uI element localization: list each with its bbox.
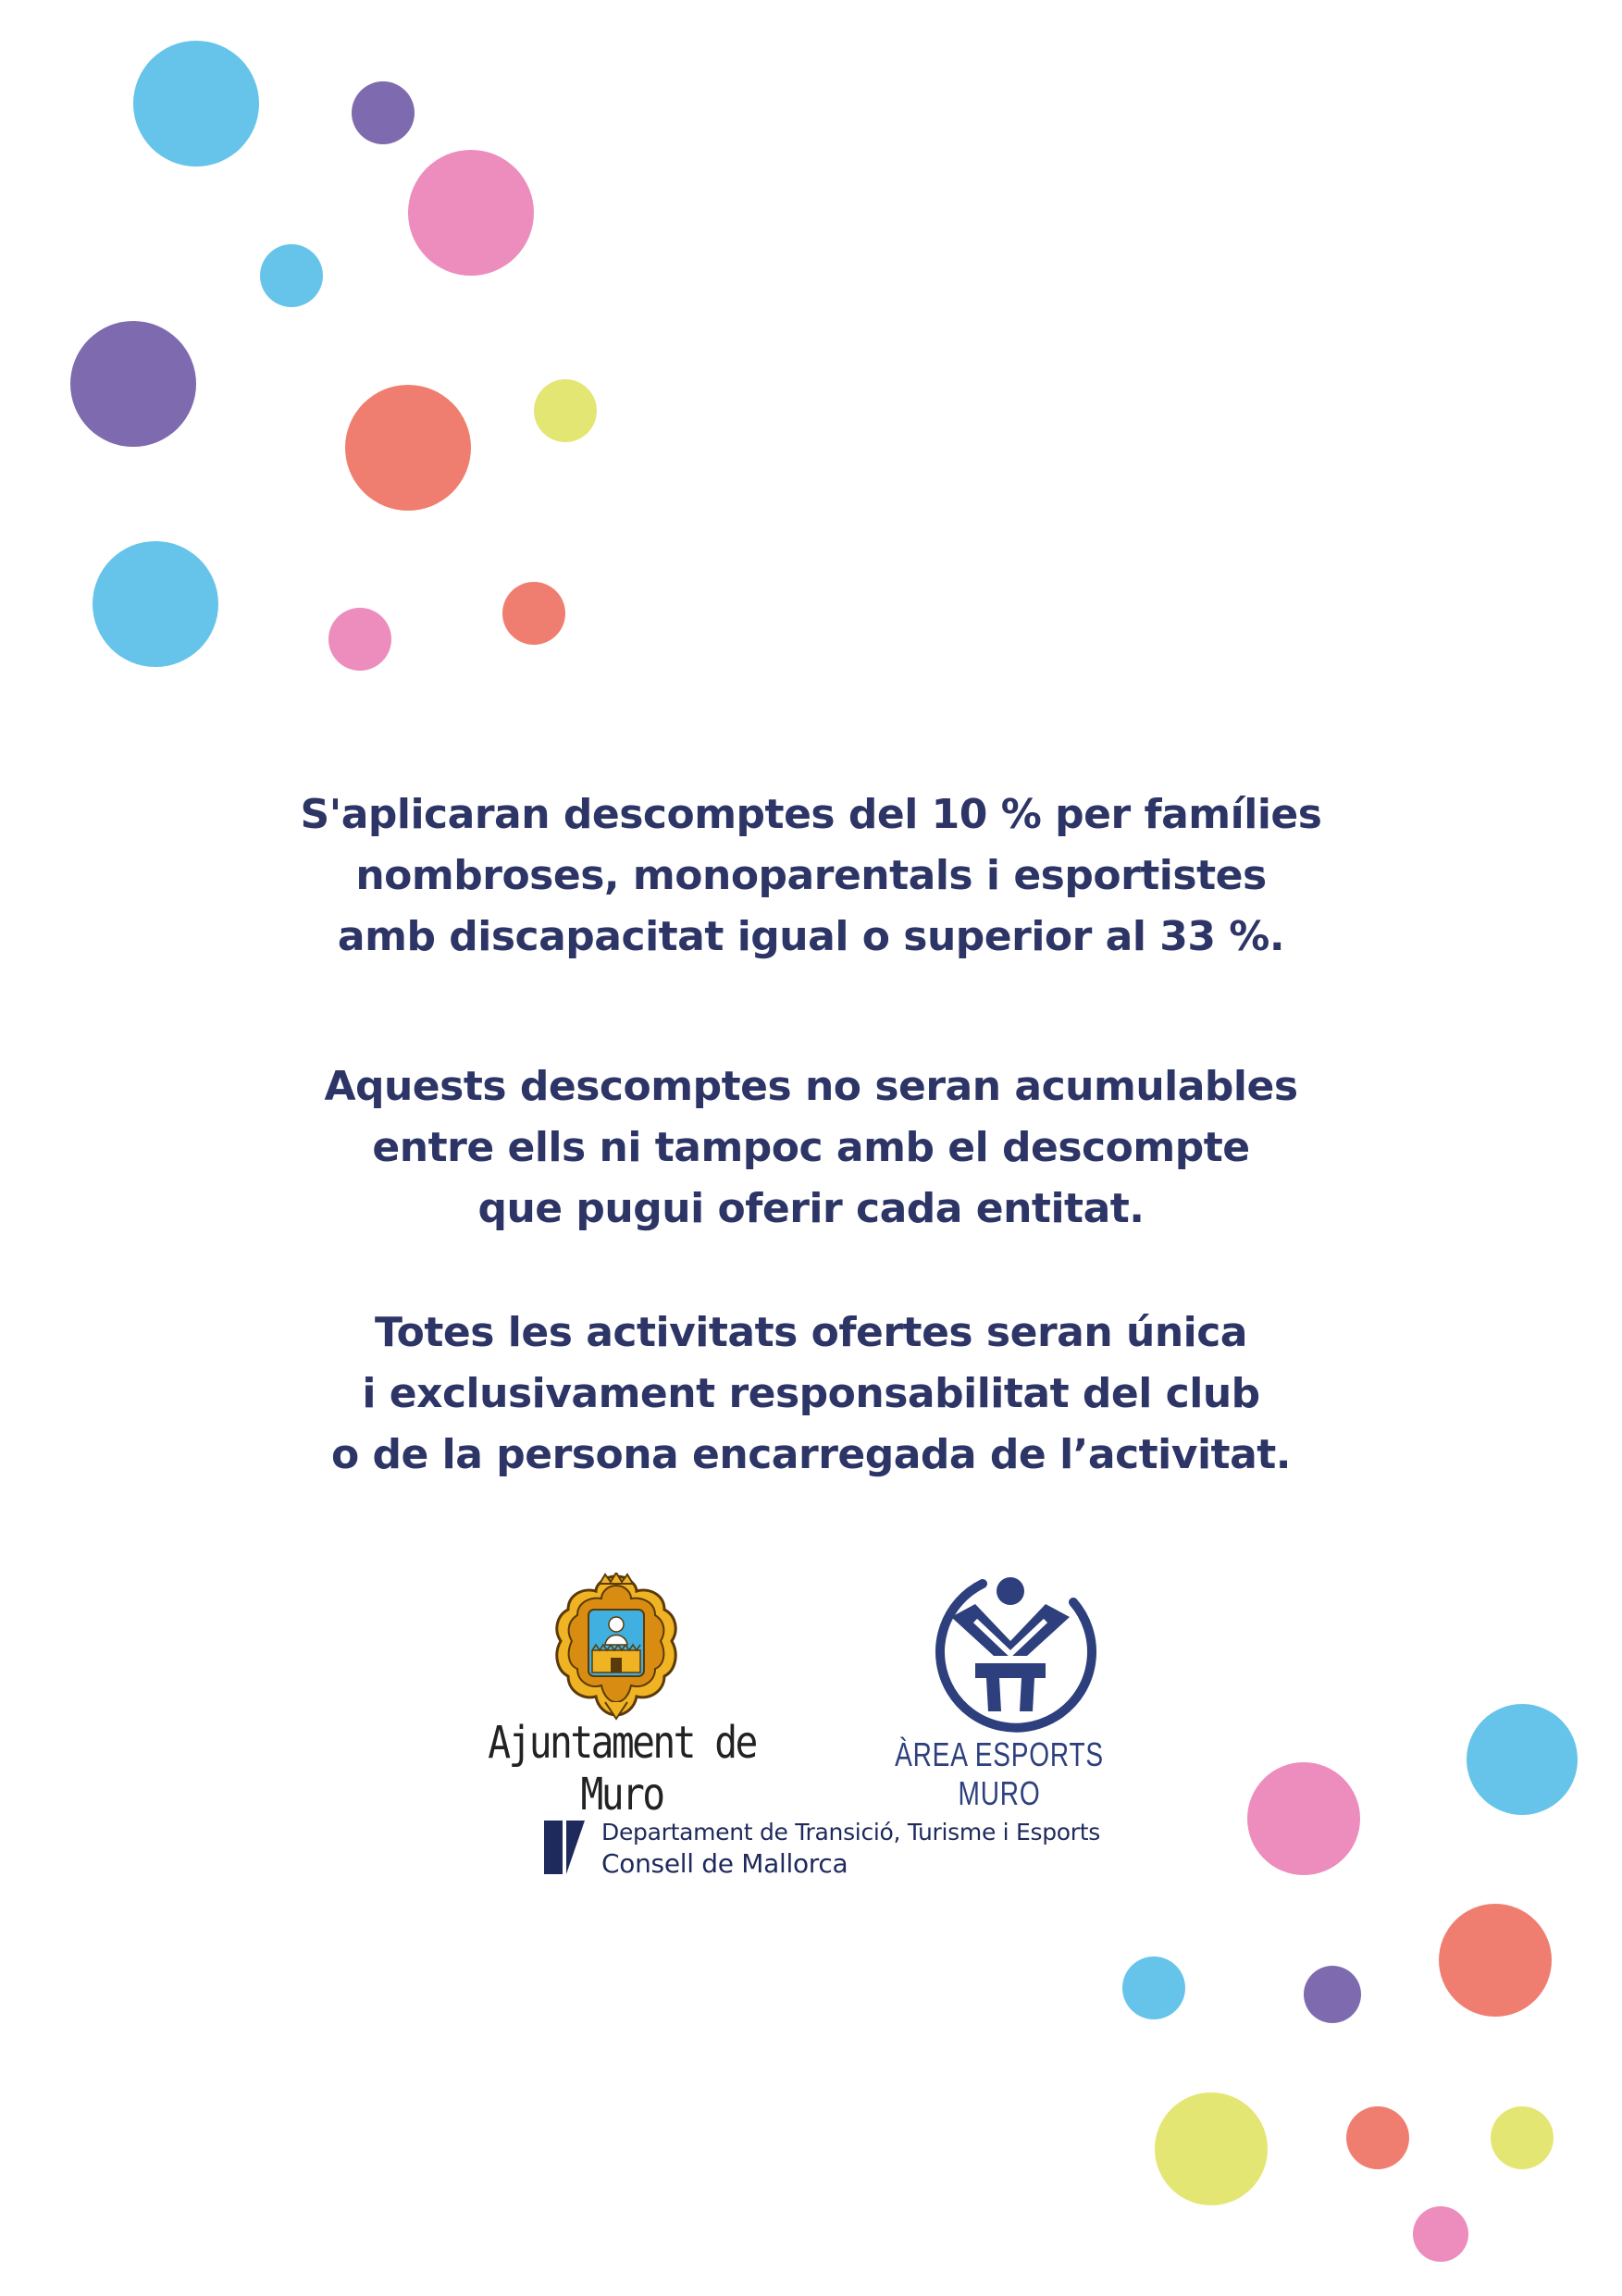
decorative-dot-yellow [534, 379, 597, 442]
area-esports-name: ÀREA ESPORTS MURO [895, 1735, 1104, 1812]
decorative-dot-pink [1247, 1762, 1360, 1875]
consell-mark-icon [544, 1821, 588, 1876]
discount-paragraph [0, 784, 1622, 968]
text-line: que pugui oferir cada entitat. [477, 1185, 1145, 1232]
decorative-dot-blue [1122, 1957, 1185, 2019]
decorative-dot-blue [1467, 1704, 1578, 1815]
responsibility-paragraph [0, 1302, 1622, 1486]
decorative-dot-pink [408, 150, 534, 276]
athlete-emblem-icon [918, 1563, 1103, 1739]
text-line: Aquests descomptes no seran acumulables [324, 1063, 1298, 1110]
decorative-dot-blue [93, 541, 218, 667]
text-line: entre ells ni tampoc amb el descompte [372, 1124, 1250, 1171]
decorative-dot-pink [328, 608, 391, 671]
decorative-dot-coral [1346, 2106, 1409, 2169]
decorative-dot-coral [1439, 1904, 1552, 2017]
decorative-dot-yellow [1491, 2106, 1554, 2169]
consell-department: Departament de Transició, Turisme i Esports [601, 1819, 1100, 1845]
text-line: amb discapacitat igual o superior al 33 %. [337, 913, 1285, 960]
decorative-dot-pink [1413, 2206, 1468, 2262]
decorative-dot-blue [260, 244, 323, 307]
area-esports-logo [851, 1563, 1147, 1812]
decorative-dot-blue [133, 41, 259, 167]
decorative-dot-purple [70, 321, 196, 447]
text-line: i exclusivament responsabilitat del club [362, 1370, 1260, 1417]
text-line: Totes les activitats ofertes seran única [375, 1309, 1247, 1356]
consell-logo [544, 1819, 1099, 1893]
non-cumulative-paragraph [0, 1056, 1622, 1240]
decorative-dot-purple [1304, 1966, 1361, 2023]
ajuntament-name: Ajuntament de Muro [488, 1717, 756, 1821]
ajuntament-logo [427, 1573, 816, 1821]
text-line: S'aplicaran descomptes del 10 % per famílies [300, 791, 1322, 838]
consell-name: Consell de Mallorca [601, 1848, 848, 1879]
decorative-dot-purple [352, 81, 415, 144]
text-line: nombroses, monoparentals i esportistes [355, 852, 1267, 899]
text-line: o de la persona encarregada de l’activitat. [330, 1431, 1292, 1478]
decorative-dot-yellow [1155, 2092, 1268, 2205]
decorative-dot-coral [502, 582, 565, 645]
coat-of-arms-icon [551, 1573, 681, 1721]
decorative-dot-coral [345, 385, 471, 511]
